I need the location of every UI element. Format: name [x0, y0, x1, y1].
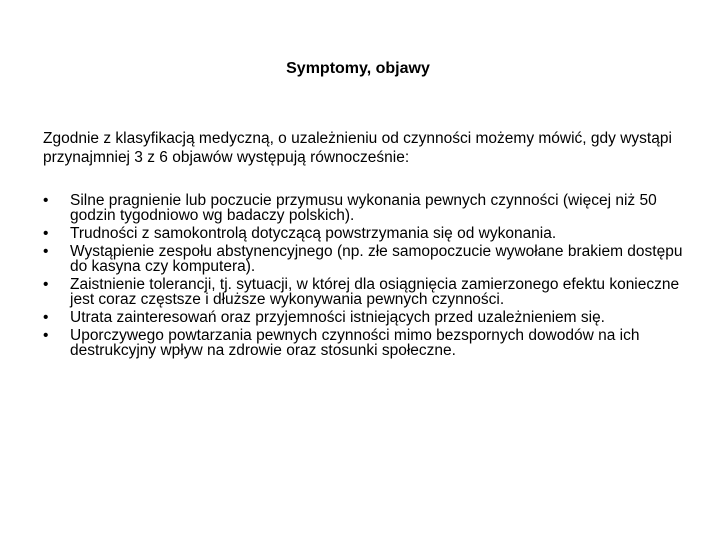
list-item [43, 226, 703, 241]
list-item-text: Uporczywego powtarzania pewnych czynności mimo bezspornych dowodów na ich destrukcyjny wpływ na zdrowie oraz stosunki społeczne. [70, 327, 640, 359]
bullet-icon: • [43, 243, 49, 260]
slide-title [0, 59, 720, 79]
bullet-icon: • [43, 327, 49, 344]
bullet-icon: • [43, 192, 49, 209]
bullet-icon: • [43, 225, 49, 242]
slide-title-text: Symptomy, objawy [286, 60, 430, 77]
list-item [43, 310, 703, 325]
bullet-icon: • [43, 309, 49, 326]
list-item [43, 193, 703, 223]
list-item-text: Zaistnienie tolerancji, tj. sytuacji, w której dla osiągnięcia zamierzonego efektu konieczne jest coraz częstsze i dłuższe wykonywania pewnych czynności. [70, 276, 680, 308]
bullet-icon: • [43, 276, 49, 293]
intro-paragraph: Zgodnie z klasyfikacją medyczną, o uzależnieniu od czynności możemy mówić, gdy wystąpi przynajmniej 3 z 6 objawów występują równocześnie: [43, 130, 672, 166]
list-item-text: Silne pragnienie lub poczucie przymusu wykonania pewnych czynności (więcej niż 50 godzin tygodniowo wg badaczy polskich). [70, 192, 657, 224]
list-item [43, 244, 703, 274]
list-item-text: Trudności z samokontrolą dotyczącą powstrzymania się od wykonania. [70, 225, 557, 242]
list-item-text: Wystąpienie zespołu abstynencyjnego (np. złe samopoczucie wywołane brakiem dostępu do kasyna czy komputera). [70, 243, 683, 275]
list-item [43, 328, 703, 358]
symptom-list [43, 193, 703, 361]
list-item-text: Utrata zainteresowań oraz przyjemności istniejących przed uzależnieniem się. [70, 309, 605, 326]
list-item [43, 277, 703, 307]
